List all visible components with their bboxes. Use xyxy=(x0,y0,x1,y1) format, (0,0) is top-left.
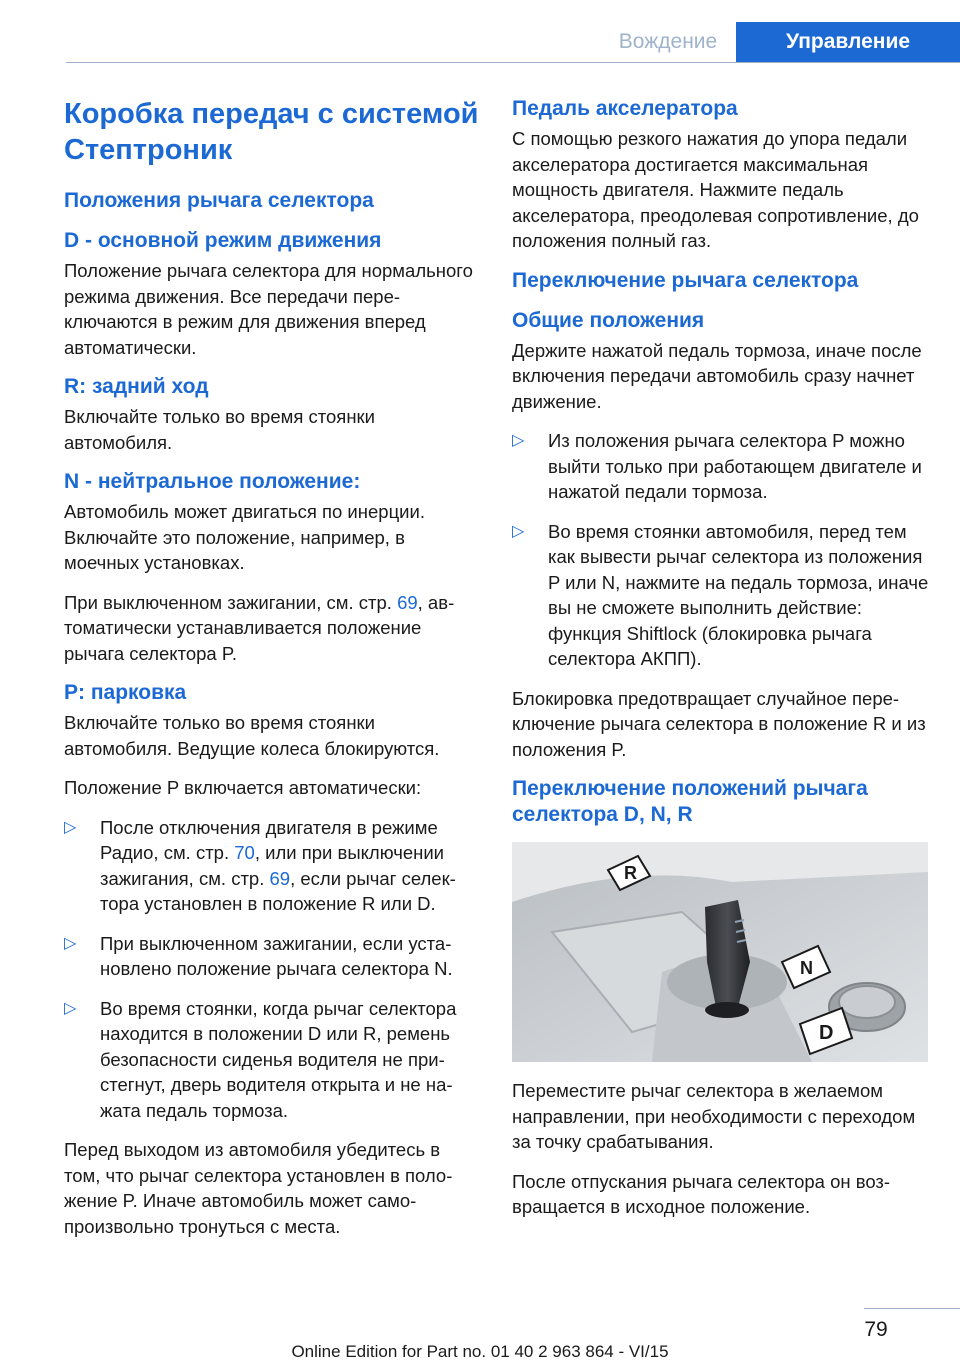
figure-label-n: N xyxy=(800,958,813,978)
heading-d-position: D - основной режим движения xyxy=(64,229,382,252)
paragraph-n-position: Автомобиль может двигаться по инерции. Включайте это положение, например, в моечных установках. xyxy=(64,501,425,573)
footer-divider xyxy=(864,1308,960,1309)
tab-driving[interactable]: Вождение xyxy=(600,22,736,62)
page-link-69[interactable]: 69 xyxy=(397,591,418,613)
heading-p-position: P: парковка xyxy=(64,681,187,704)
paragraph-n-ignition: При выключенном зажигании, см. стр. 69, автоматически устанавливается положение рычага селектора P. xyxy=(64,591,455,664)
figure-label-d: D xyxy=(819,1022,834,1044)
section-heading-selector-positions: Положения рычага селектора xyxy=(64,189,374,212)
paragraph-closing: Перед выходом из автомобиля убедитесь в том, что рычаг селектора установлен в положение P. Иначе автомобиль может самопроизвольно тронуться с места. xyxy=(64,1139,453,1237)
heading-general: Общие положения xyxy=(512,308,705,332)
footer-edition: Online Edition for Part no. 01 40 2 963 864 - VI/15 xyxy=(291,1342,669,1361)
left-column xyxy=(64,96,479,1253)
heading-dnr: Переключение положений рычага селектора D, N, R xyxy=(512,777,868,826)
list-item: ▷ Из положения рычага селектора P можно выйти только при работающем двигателе и нажатой педали тормоза. xyxy=(512,430,922,502)
paragraph-p-auto: Положение P включается автоматически: xyxy=(64,777,422,798)
section-heading-shifting: Переключение рычага селектора xyxy=(512,268,859,292)
list-item: ▷ После отключения двигателя в режиме Радио, см. стр. 70, или при выключении зажигания, см. стр. 69, если рычаг селектора установлен в положение R или D. xyxy=(64,816,456,914)
tab-controls[interactable]: Управление xyxy=(736,22,960,62)
paragraph-move-selector: Переместите рычаг селектора в желаемом направлении, при необходимости с переходом за точку срабатывания. xyxy=(512,1080,916,1152)
paragraph-general: Держите нажатой педаль тормоза, иначе после включения передачи автомобиль сразу начнет движение. xyxy=(512,339,922,412)
page-link-69[interactable]: 69 xyxy=(269,867,291,889)
heading-n-position: N - нейтральное положение: xyxy=(64,470,361,493)
heading-r-position: R: задний ход xyxy=(64,375,209,398)
paragraph-r-position: Включайте только во время стоянки автомобиля. xyxy=(64,406,375,453)
header-divider xyxy=(66,62,960,63)
triangle-bullet-icon: ▷ xyxy=(64,818,77,836)
list-item: ▷ При выключенном зажигании, если установлено положение рычага селектора N. xyxy=(64,932,453,979)
right-column xyxy=(512,96,932,1234)
paragraph-p-position: Включайте только во время стоянки автомобиля. Ведущие колеса блокируются. xyxy=(64,712,440,759)
triangle-bullet-icon: ▷ xyxy=(64,934,77,952)
shift-list xyxy=(512,428,932,672)
p-auto-list xyxy=(64,815,479,1124)
gear-selector-image xyxy=(512,842,928,1062)
paragraph-release-selector: После отпускания рычага селектора он возвращается в исходное положение. xyxy=(512,1170,891,1217)
paragraph-d-position: Положение рычага селектора для нормального режима движения. Все передачи переключаются в режим для движения вперед автоматически. xyxy=(64,260,473,358)
paragraph-shiftlock: Блокировка предотвращает случайное переключение рычага селектора в положение R и из положения P. xyxy=(512,687,926,760)
page-header xyxy=(600,22,960,62)
page-title: Коробка передач с системой Стептроник xyxy=(64,98,479,166)
page-link-70[interactable]: 70 xyxy=(234,842,255,863)
paragraph-accelerator: С помощью резкого нажатия до упора педали акселератора достигается максимальная мощность двигателя. Нажмите педаль акселератора, преодолевая сопротивление, до положения полный газ. xyxy=(512,128,919,251)
page-number: 79 xyxy=(864,1318,888,1341)
triangle-bullet-icon: ▷ xyxy=(512,432,525,449)
list-item: ▷ Во время стоянки автомобиля, перед тем как вывести рычаг селектора из положения P или N, нажмите на педаль тормоза, иначе вы не сможете выполнить действие: функция Shiftlock (блокировка рычага селектора АКПП). xyxy=(512,520,929,669)
triangle-bullet-icon: ▷ xyxy=(64,999,77,1017)
figure-label-r: R xyxy=(624,863,637,883)
triangle-bullet-icon: ▷ xyxy=(512,522,525,540)
heading-accelerator: Педаль акселератора xyxy=(512,97,738,120)
gear-selector-illustration xyxy=(512,842,928,1062)
list-item: ▷ Во время стоянки, когда рычаг селектора находится в положении D или R, ремень безопасности сиденья водителя не пристегнут, дверь водителя открыта и не нажата педаль тормоза. xyxy=(64,997,457,1121)
